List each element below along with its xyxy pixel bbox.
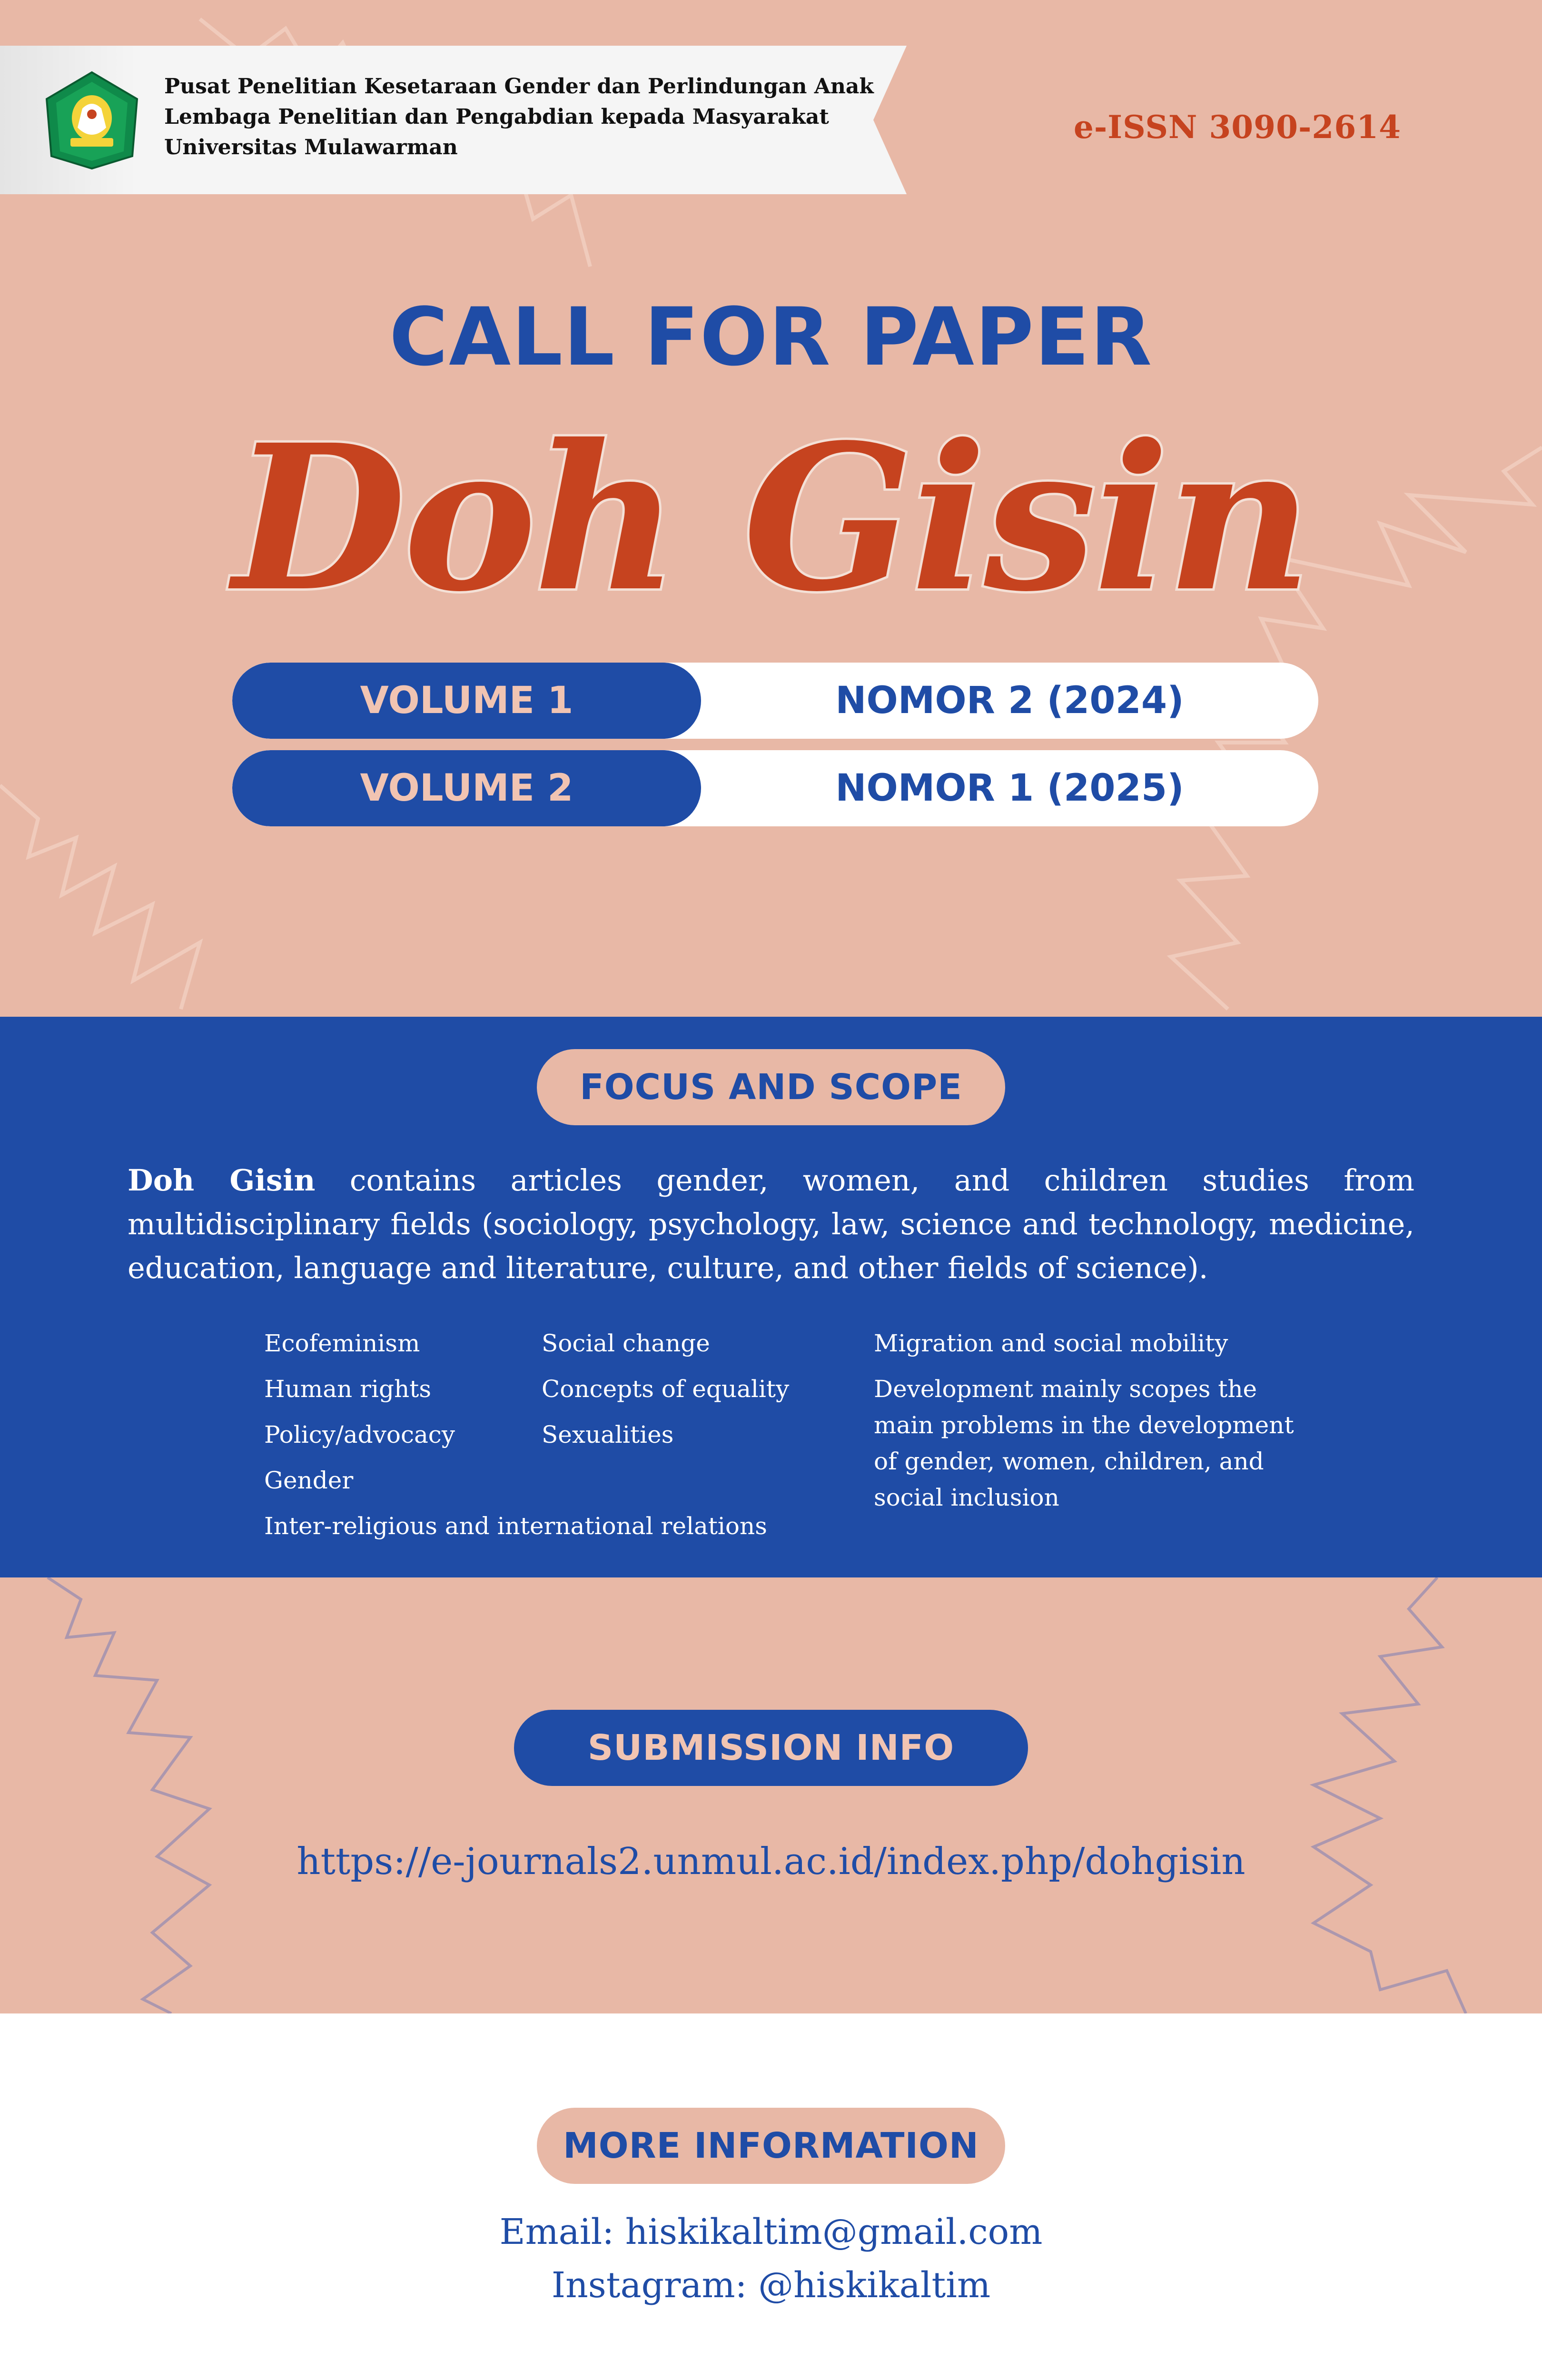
institution-name <box>164 71 874 163</box>
description-text: contains articles gender, women, and children studies from multidisciplinary fields (sociology, psychology, law, science and technology, medicine, education, language and literature, culture, and other fields of science). <box>128 1163 1414 1285</box>
focus-scope-heading: FOCUS AND SCOPE <box>537 1049 1005 1125</box>
volume-row-2 <box>232 750 1318 826</box>
volume-label: VOLUME 1 <box>232 663 701 739</box>
issn-label: e-ISSN 3090-2614 <box>1073 109 1402 146</box>
call-for-paper-heading: CALL FOR PAPER <box>389 290 1153 384</box>
university-emblem-icon <box>42 70 142 170</box>
institution-line-2: Lembaga Penelitian dan Pengabdian kepada Masyarakat <box>164 105 829 129</box>
topic-item: Development mainly scopes the main problems in the development of gender, women, children, and social inclusion <box>874 1375 1294 1511</box>
focus-description <box>128 1159 1414 1290</box>
more-information-heading: MORE INFORMATION <box>537 2108 1005 2184</box>
submission-url-link[interactable]: https://e-journals2.unmul.ac.id/index.php/dohgisin <box>297 1840 1245 1883</box>
institution-line-1: Pusat Penelitian Kesetaraan Gender dan Perlindungan Anak <box>164 74 874 99</box>
journal-name-bold: Doh Gisin <box>128 1163 316 1198</box>
topic-item: Concepts of equality <box>542 1375 790 1403</box>
contact-instagram[interactable]: Instagram: @hiskikaltim <box>551 2265 991 2306</box>
topic-item: Human rights <box>264 1375 431 1403</box>
contact-email[interactable]: Email: hiskikaltim@gmail.com <box>499 2211 1043 2252</box>
city-skyline-illustration <box>0 2361 1542 2380</box>
topic-item: Policy/advocacy <box>264 1421 455 1448</box>
topic-item: Social change <box>542 1329 710 1357</box>
issue-label: NOMOR 1 (2025) <box>835 767 1184 810</box>
volume-label: VOLUME 2 <box>232 750 701 826</box>
topic-item: Gender <box>264 1467 354 1494</box>
volume-row-1 <box>232 663 1318 739</box>
journal-title: Doh Gisin <box>233 401 1309 636</box>
topic-item: Inter-religious and international relations <box>264 1512 767 1540</box>
submission-info-heading: SUBMISSION INFO <box>514 1710 1028 1786</box>
more-info-section-band <box>0 2013 1542 2380</box>
topic-item: Sexualities <box>542 1421 674 1448</box>
institution-line-3: Universitas Mulawarman <box>164 135 458 159</box>
issue-label: NOMOR 2 (2024) <box>835 679 1184 722</box>
topic-item: Migration and social mobility <box>874 1329 1228 1357</box>
topic-item: Ecofeminism <box>264 1329 420 1357</box>
